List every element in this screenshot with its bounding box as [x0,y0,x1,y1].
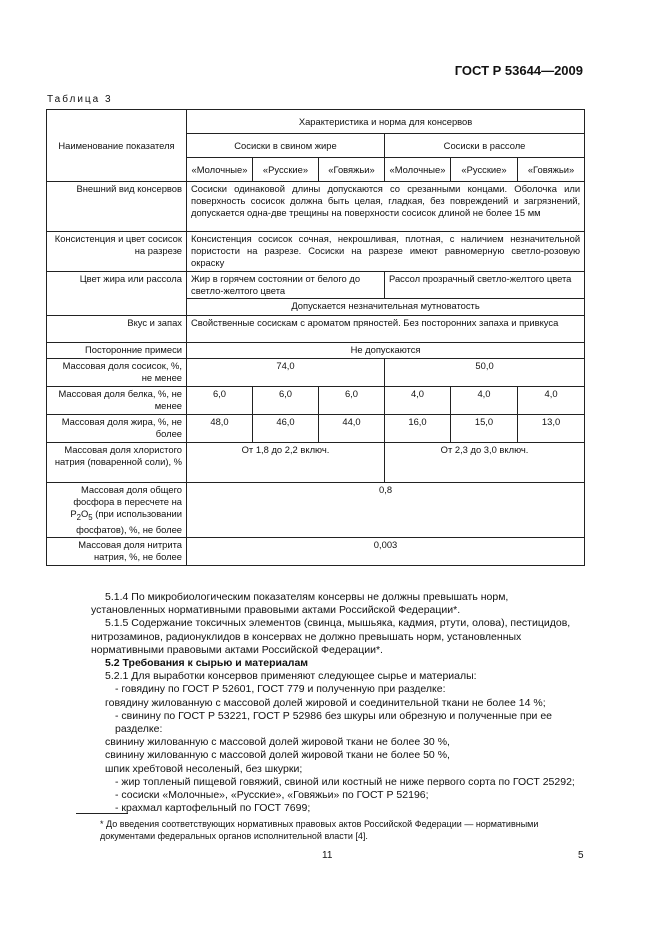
header-group-brine: Сосиски в рассоле [385,134,585,158]
header-group-fat: Сосиски в свином жире [187,134,385,158]
list-item: - жир топленый пищевой говяжий, свиной или костный не ниже первого сорта по ГОСТ 25292; [115,775,575,788]
header-sub: «Говяжьи» [319,158,385,182]
header-sub: «Русские» [253,158,319,182]
requirements-table [46,109,585,566]
row-name: Массовая доля сосисок, %, не менее [47,359,187,387]
header-sub: «Молочные» [187,158,253,182]
cell-value: 4,0 [385,387,451,415]
row-name: Массовая доля белка, %, не менее [47,387,187,415]
header-characteristic: Характеристика и норма для консервов [187,110,585,134]
cell-value: 6,0 [319,387,385,415]
header-sub: «Русские» [451,158,518,182]
row-name: Консистенция и цвет сосисок на разрезе [47,232,187,272]
row-value-brine: 50,0 [385,359,585,387]
cell-value: 13,0 [518,415,585,443]
cell-value: 6,0 [187,387,253,415]
row-value: Свойственные сосискам с ароматом пряностей. Без посторонних запаха и привкуса [187,316,585,343]
row-value: 0,003 [187,537,585,565]
row-value-fat: От 1,8 до 2,2 включ. [187,443,385,483]
header-indicator-name: Наименование показателя [47,110,187,182]
row-value: Консистенция сосисок сочная, некрошливая, плотная, с наличием незначительной пористости на разрезе. Сосиски на разрезе имеют равномерную светло-розовую окраску [187,232,585,272]
section-heading: 5.2 Требования к сырью и материалам [105,657,309,670]
paragraph-5-2-1: 5.2.1 Для выработки консервов применяют следующее сырье и материалы: [105,670,477,683]
cell-value: 16,0 [385,415,451,443]
cell-value: 46,0 [253,415,319,443]
row-name: Массовая доля хлористого натрия (поваренной соли), % [47,443,187,483]
row-value-fat: Жир в горячем состоянии от белого до светло-желтого цвета [187,272,385,299]
row-value: 0,8 [187,483,585,538]
cell-value: 15,0 [451,415,518,443]
row-name-phosphorus: Массовая доля общего фосфора в пересчете на $P_2O_5$ (при использовании фосфатов), %, не более [47,483,187,538]
row-name: Цвет жира или рассола [47,272,187,316]
header-sub: «Говяжьи» [518,158,585,182]
table-caption: Таблица 3 [47,94,113,105]
row-value: Сосиски одинаковой длины допускаются со срезанными концами. Оболочка или поверхность сосисок должна быть целая, гладкая, без повреждений и загрязнений, допускается одна-две трещины на поверхности сосисок длиной не более 15 мм [187,182,585,232]
row-name: Внешний вид консервов [47,182,187,232]
list-subitem: говядину жилованную с массовой долей жировой и соединительной ткани не более 14 %; [105,696,546,709]
row-value-brine: От 2,3 до 3,0 включ. [385,443,585,483]
paragraph-5-1-5: 5.1.5 Содержание токсичных элементов (свинца, мышьяка, кадмия, ртути, олова), пестицидов, нитрозаминов, радионуклидов в консервах не должно превышать норм, установленных нормативными правовыми актами Российской Федерации*. [91,617,571,656]
list-subitem: шпик хребтовой несоленый, без шкурки; [105,762,303,775]
row-value-fat: 74,0 [187,359,385,387]
list-item: - говядину по ГОСТ Р 52601, ГОСТ 779 и полученную при разделке: [115,683,446,696]
row-name: Массовая доля нитрита натрия, %, не более [47,537,187,565]
cell-value: 6,0 [253,387,319,415]
header-sub: «Молочные» [385,158,451,182]
row-name: Массовая доля жира, %, не более [47,415,187,443]
row-name: Посторонние примеси [47,343,187,359]
row-name: Вкус и запах [47,316,187,343]
document-header: ГОСТ Р 53644—2009 [454,63,583,78]
page-number-right: 5 [578,850,584,861]
body-text [91,591,585,815]
footnote-divider [76,813,128,814]
list-item: - сосиски «Молочные», «Русские», «Говяжьи» по ГОСТ Р 52196; [115,789,429,802]
row-value-brine: Рассол прозрачный светло-желтого цвета [385,272,585,299]
list-subitem: свинину жилованную с массовой долей жировой ткани не более 50 %, [105,749,450,762]
cell-value: 4,0 [518,387,585,415]
list-item: - крахмал картофельный по ГОСТ 7699; [115,802,311,815]
list-item: - свинину по ГОСТ Р 53221, ГОСТ Р 52986 без шкуры или обрезную и полученные при ее разделке: [115,709,553,736]
cell-value: 4,0 [451,387,518,415]
paragraph-5-1-4: 5.1.4 По микробиологическим показателям консервы не должны превышать норм, установленных нормативными правовыми актами Российской Федерации*. [91,591,509,617]
page-number-center: 11 [322,850,333,861]
cell-value: 48,0 [187,415,253,443]
cell-value: 44,0 [319,415,385,443]
footnote: * До введения соответствующих нормативных правовых актов Российской Федерации — нормативными документами федеральных органов исполнительной власти [4]. [100,819,539,841]
row-value: Допускается незначительная мутноватость [187,299,585,316]
list-subitem: свинину жилованную с массовой долей жировой ткани не более 30 %, [105,736,450,749]
row-value: Не допускаются [187,343,585,359]
